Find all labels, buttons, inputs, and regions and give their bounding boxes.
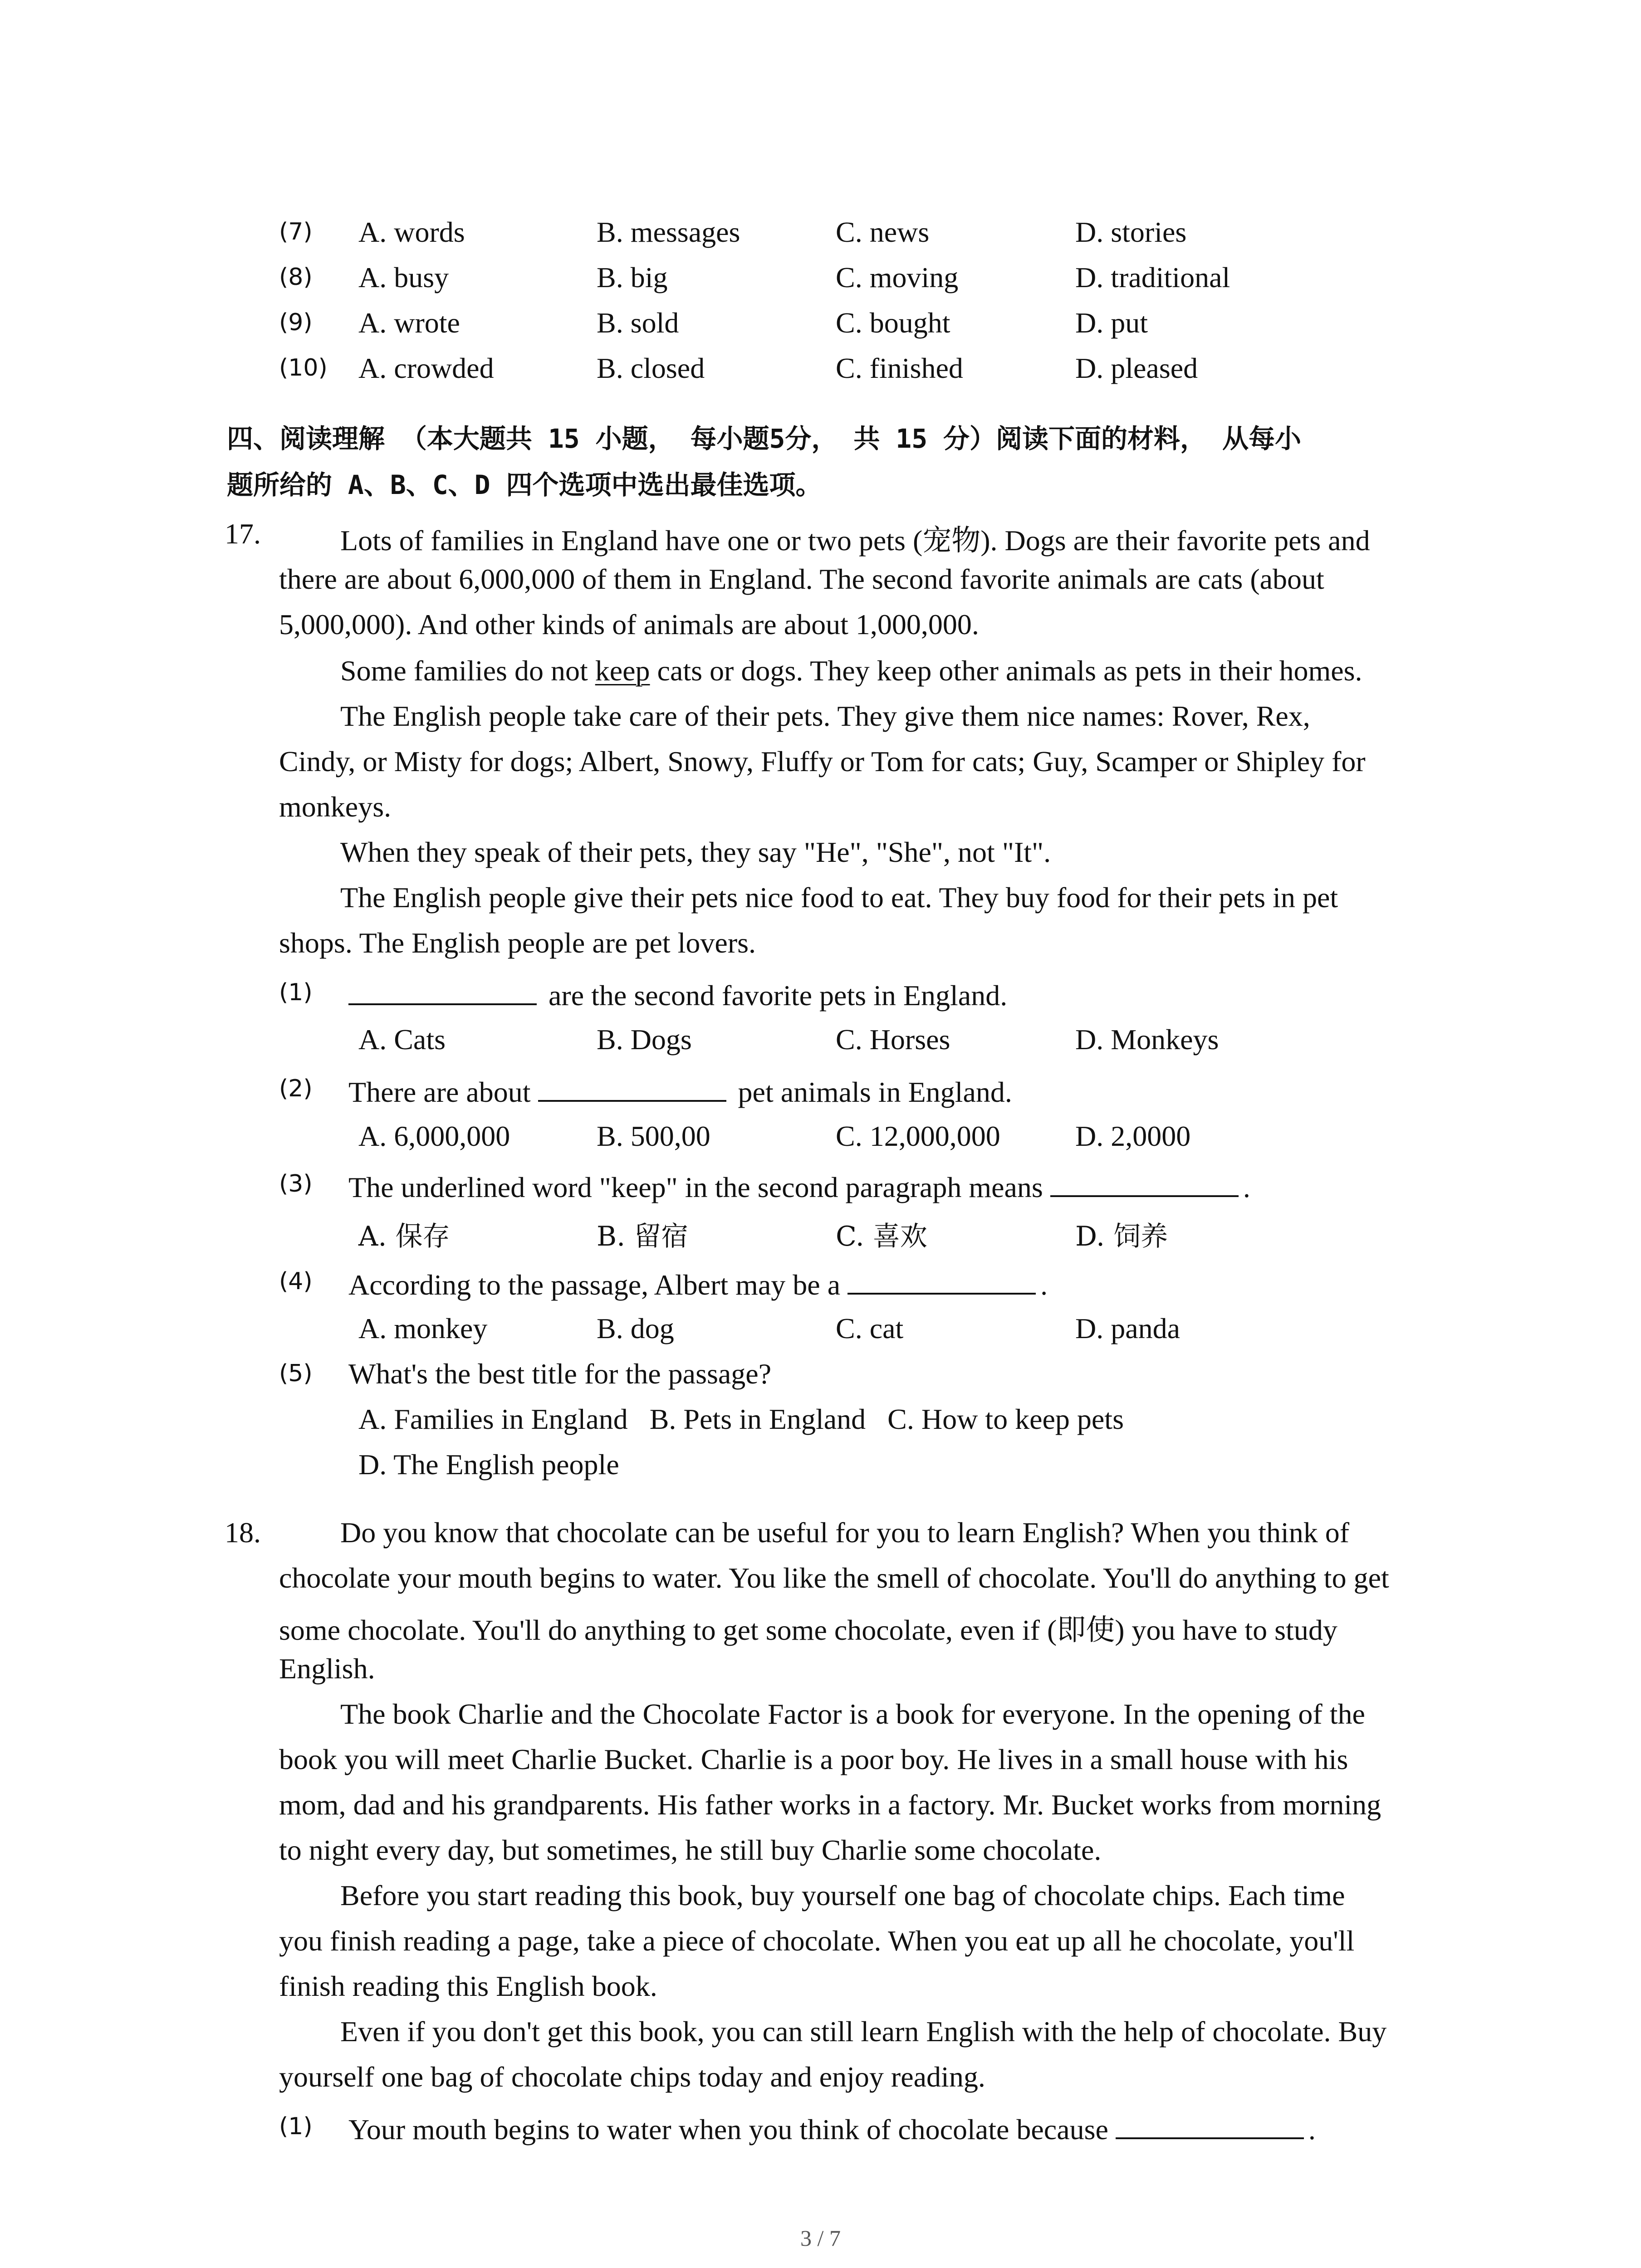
option-b: B. sold — [597, 307, 679, 339]
option-b: B. messages — [597, 216, 740, 248]
passage-line: book you will meet Charlie Bucket. Charlie is a poor boy. He lives in a small house with his — [279, 1743, 1348, 1775]
option-a: A. words — [358, 216, 465, 248]
passage-line: The English people take care of their pets. They give them nice names: Rover, Rex, — [340, 700, 1310, 732]
text: The underlined word "keep" in the second paragraph means — [348, 1171, 1050, 1203]
option-a: A. wrote — [358, 307, 460, 339]
option-b: B. closed — [597, 352, 705, 384]
option-c: C. moving — [836, 261, 959, 293]
option-d: D. traditional — [1075, 261, 1230, 293]
passage-line: Do you know that chocolate can be useful for you to learn English? When you think of — [340, 1516, 1350, 1549]
option-d: D. pleased — [1075, 352, 1198, 384]
option-c: C. Horses — [836, 1023, 950, 1056]
option-c: C. finished — [836, 352, 963, 384]
section-heading-line-2: 题所给的 A、B、C、D 四个选项中选出最佳选项。 — [227, 469, 822, 500]
answer-blank — [538, 1073, 726, 1102]
passage-line: Cindy, or Misty for dogs; Albert, Snowy, Fluffy or Tom for cats; Guy, Scamper or Shipley for — [279, 745, 1366, 777]
option-b: B. 500,00 — [597, 1120, 710, 1152]
passage-line: Lots of families in England have one or two pets (宠物). Dogs are their favorite pets and — [340, 524, 1370, 557]
passage-line: English. — [279, 1652, 375, 1685]
text: pet animals in England. — [730, 1076, 1012, 1108]
passage-line: monkeys. — [279, 791, 392, 823]
passage-line: The English people give their pets nice food to eat. They buy food for their pets in pet — [340, 881, 1338, 914]
question-number: (5) — [279, 1360, 313, 1387]
question-stem: What's the best title for the passage? — [348, 1358, 772, 1390]
q17-number: 17. — [225, 518, 261, 550]
passage-paragraph-2 — [340, 654, 1362, 688]
option-c: C. bought — [836, 307, 950, 339]
question-number: (7) — [279, 218, 313, 245]
section-heading-line-1: 四、阅读理解 （本大题共 15 小题， 每小题5分， 共 15 分）阅读下面的材料， 从每小 — [227, 423, 1301, 454]
passage-line: Even if you don't get this book, you can still learn English with the help of chocolate. Buy — [340, 2015, 1387, 2048]
option-d: D. put — [1075, 307, 1148, 339]
passage-line: shops. The English people are pet lovers. — [279, 927, 756, 959]
question-stem — [348, 1168, 1250, 1204]
option-a: A. Cats — [358, 1023, 446, 1056]
option-c: C. 12,000,000 — [836, 1120, 1000, 1152]
answer-blank — [1116, 2110, 1304, 2139]
text: There are about — [348, 1076, 538, 1108]
option-a: A. 保存 — [358, 1221, 450, 1252]
option-c: C. news — [836, 216, 930, 248]
text: . — [1040, 1269, 1048, 1301]
option-d: D. stories — [1075, 216, 1187, 248]
question-number: (1) — [279, 979, 313, 1006]
option-a: A. crowded — [358, 352, 494, 384]
text: According to the passage, Albert may be a — [348, 1269, 848, 1301]
passage-line: there are about 6,000,000 of them in England. The second favorite animals are cats (about — [279, 563, 1324, 595]
option-a: A. 6,000,000 — [358, 1120, 510, 1152]
option-c: C. 喜欢 — [836, 1221, 927, 1252]
question-number: (10) — [279, 354, 328, 381]
passage-line: yourself one bag of chocolate chips today and enjoy reading. — [279, 2061, 985, 2093]
passage-line: When they speak of their pets, they say "He", "She", not "It". — [340, 836, 1051, 868]
option-line: A. Families in England B. Pets in England C. How to keep pets — [358, 1403, 1124, 1435]
option-a: A. monkey — [358, 1312, 488, 1344]
option-b: B. Dogs — [597, 1023, 692, 1056]
question-stem — [348, 2110, 1316, 2146]
option-a: A. busy — [358, 261, 449, 293]
question-number: (9) — [279, 309, 313, 336]
question-number: (4) — [279, 1268, 313, 1295]
question-stem — [348, 1073, 1012, 1109]
option-line: D. The English people — [358, 1448, 619, 1481]
passage-line: 5,000,000). And other kinds of animals are about 1,000,000. — [279, 608, 979, 640]
answer-blank — [348, 976, 537, 1005]
option-b: B. 留宿 — [597, 1221, 689, 1252]
answer-blank — [1050, 1168, 1239, 1197]
page-number: 3 / 7 — [800, 2225, 841, 2251]
answer-blank — [847, 1266, 1036, 1295]
q18-number: 18. — [225, 1516, 261, 1549]
option-d: D. 饲养 — [1075, 1221, 1168, 1252]
question-number: (8) — [279, 264, 313, 291]
text: cats or dogs. They keep other animals as pets in their homes. — [650, 655, 1362, 687]
text: . — [1243, 1171, 1250, 1203]
text: Some families do not — [340, 655, 595, 687]
question-stem — [348, 1266, 1048, 1302]
underlined-word: keep — [595, 655, 650, 687]
question-number: (2) — [279, 1075, 313, 1102]
passage-line: you finish reading a page, take a piece of chocolate. When you eat up all he chocolate, you'll — [279, 1925, 1355, 1957]
option-d: D. panda — [1075, 1312, 1181, 1344]
passage-line: finish reading this English book. — [279, 1970, 657, 2002]
passage-line: some chocolate. You'll do anything to get some chocolate, even if (即使) you have to study — [279, 1614, 1337, 1646]
option-d: D. 2,0000 — [1075, 1120, 1191, 1152]
passage-line: Before you start reading this book, buy yourself one bag of chocolate chips. Each time — [340, 1879, 1345, 1911]
option-d: D. Monkeys — [1075, 1023, 1219, 1056]
passage-line: chocolate your mouth begins to water. You like the smell of chocolate. You'll do anything to get — [279, 1562, 1389, 1594]
passage-line: The book Charlie and the Chocolate Factor is a book for everyone. In the opening of the — [340, 1698, 1365, 1730]
passage-line: to night every day, but sometimes, he still buy Charlie some chocolate. — [279, 1834, 1102, 1866]
question-stem — [348, 976, 1007, 1012]
question-number: (3) — [279, 1170, 313, 1198]
passage-line: mom, dad and his grandparents. His father works in a factory. Mr. Bucket works from morning — [279, 1789, 1381, 1821]
question-number: (1) — [279, 2113, 313, 2140]
option-c: C. cat — [836, 1312, 904, 1344]
option-b: B. big — [597, 261, 668, 293]
option-b: B. dog — [597, 1312, 674, 1344]
text: are the second favorite pets in England. — [541, 979, 1008, 1012]
text: Your mouth begins to water when you think of chocolate because — [348, 2113, 1116, 2146]
text: . — [1308, 2113, 1316, 2146]
